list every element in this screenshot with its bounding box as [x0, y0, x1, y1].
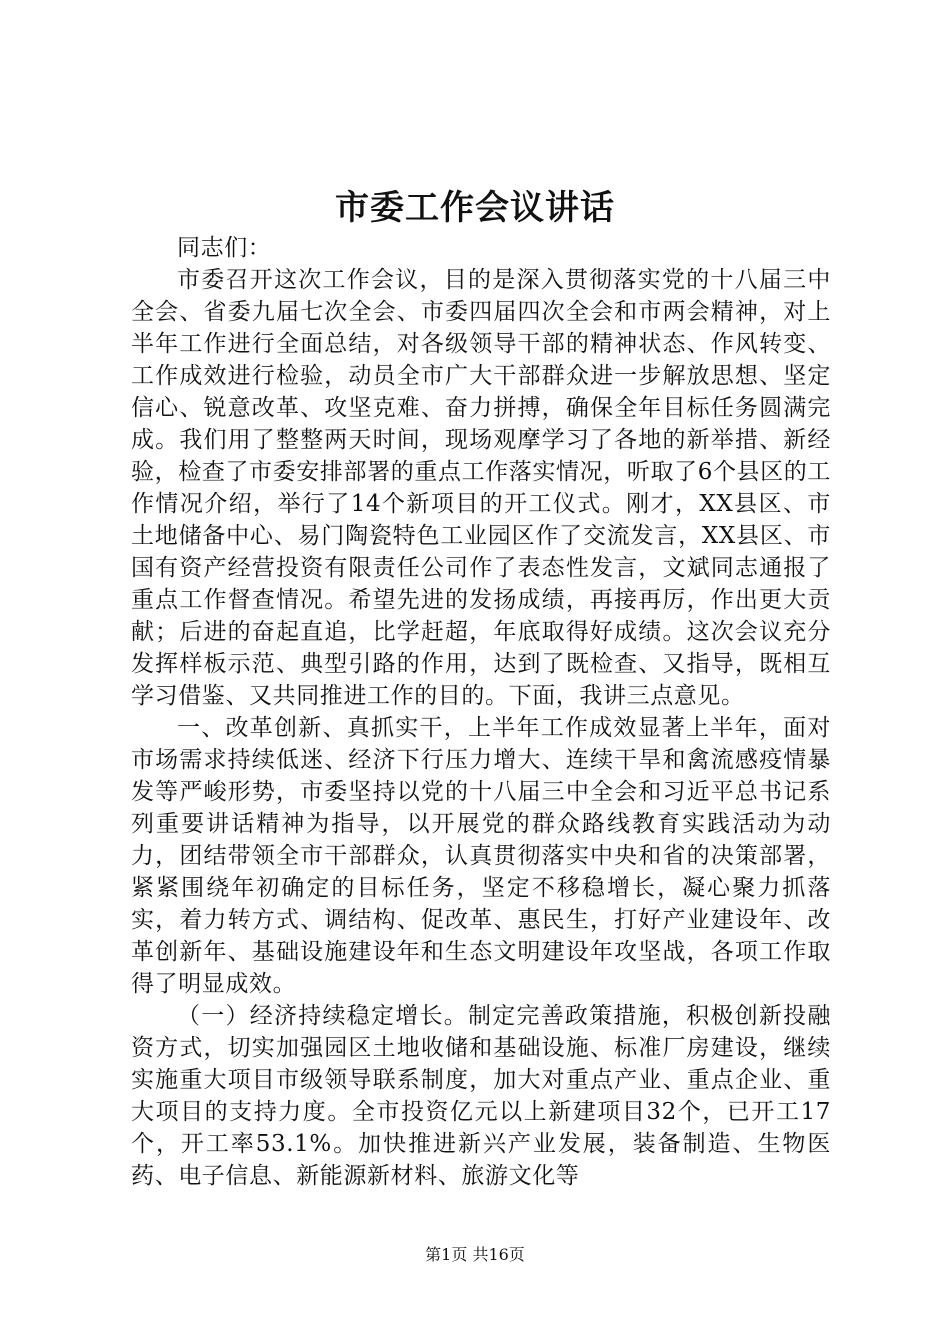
document-title: 市委工作会议讲话	[335, 188, 615, 228]
page-footer: 第1页 共16页	[425, 1245, 525, 1264]
intro-paragraph: 市委召开这次工作会议，目的是深入贯彻落实党的十八届三中全会、省委九届七次全会、市委四届四次全会和市两会精神，对上半年工作进行全面总结，对各级领导干部的精神状态、作风转变、工作成效进行检验，动员全市广大干部群众进一步解放思想、坚定信心、锐意改革、攻坚克难、奋力拼搏，确保全年目标任务圆满完成。我们用了整整两天时间，现场观摩学习了各地的新举措、新经验，检查了市委安排部署的重点工作落实情况，听取了6个县区的工作情况介绍，举行了14个新项目的开工仪式。刚才，XX县区、市土地储备中心、易门陶瓷特色工业园区作了交流发言，XX县区、市国有资产经营投资有限责任公司作了表态性发言，文斌同志通报了重点工作督查情况。希望先进的发扬成绩，再接再厉，作出更大贡献；后进的奋起直追，比学赶超，年底取得好成绩。这次会议充分发挥样板示范、典型引路的作用，达到了既检查、又指导，既相互学习借鉴、又共同推进工作的目的。下面，我讲三点意见。	[131, 267, 831, 709]
subsection-one-paragraph: （一）经济持续稳定增长。制定完善政策措施，积极创新投融资方式，切实加强园区土地收储和基础设施、标准厂房建设，继续实施重大项目市级领导联系制度，加大对重点产业、重点企业、重大项目的支持力度。全市投资亿元以上新建项目32个，已开工17个，开工率53.1%。加快推进新兴产业发展，装备制造、生物医药、电子信息、新能源新材料、旅游文化等	[131, 1003, 831, 1189]
document-body	[131, 232, 831, 1192]
salutation-paragraph: 同志们：	[177, 235, 272, 261]
section-one-paragraph: 一、改革创新、真抓实干，上半年工作成效显著上半年，面对市场需求持续低迷、经济下行压力增大、连续干旱和禽流感疫情暴发等严峻形势，市委坚持以党的十八届三中全会和习近平总书记系列重要讲话精神为指导，以开展党的群众路线教育实践活动为动力，团结带领全市干部群众，认真贯彻落实中央和省的决策部署，紧紧围绕年初确定的目标任务，坚定不移稳增长，凝心聚力抓落实，着力转方式、调结构、促改革、惠民生，打好产业建设年、改革创新年、基础设施建设年和生态文明建设年攻坚战，各项工作取得了明显成效。	[131, 715, 831, 997]
